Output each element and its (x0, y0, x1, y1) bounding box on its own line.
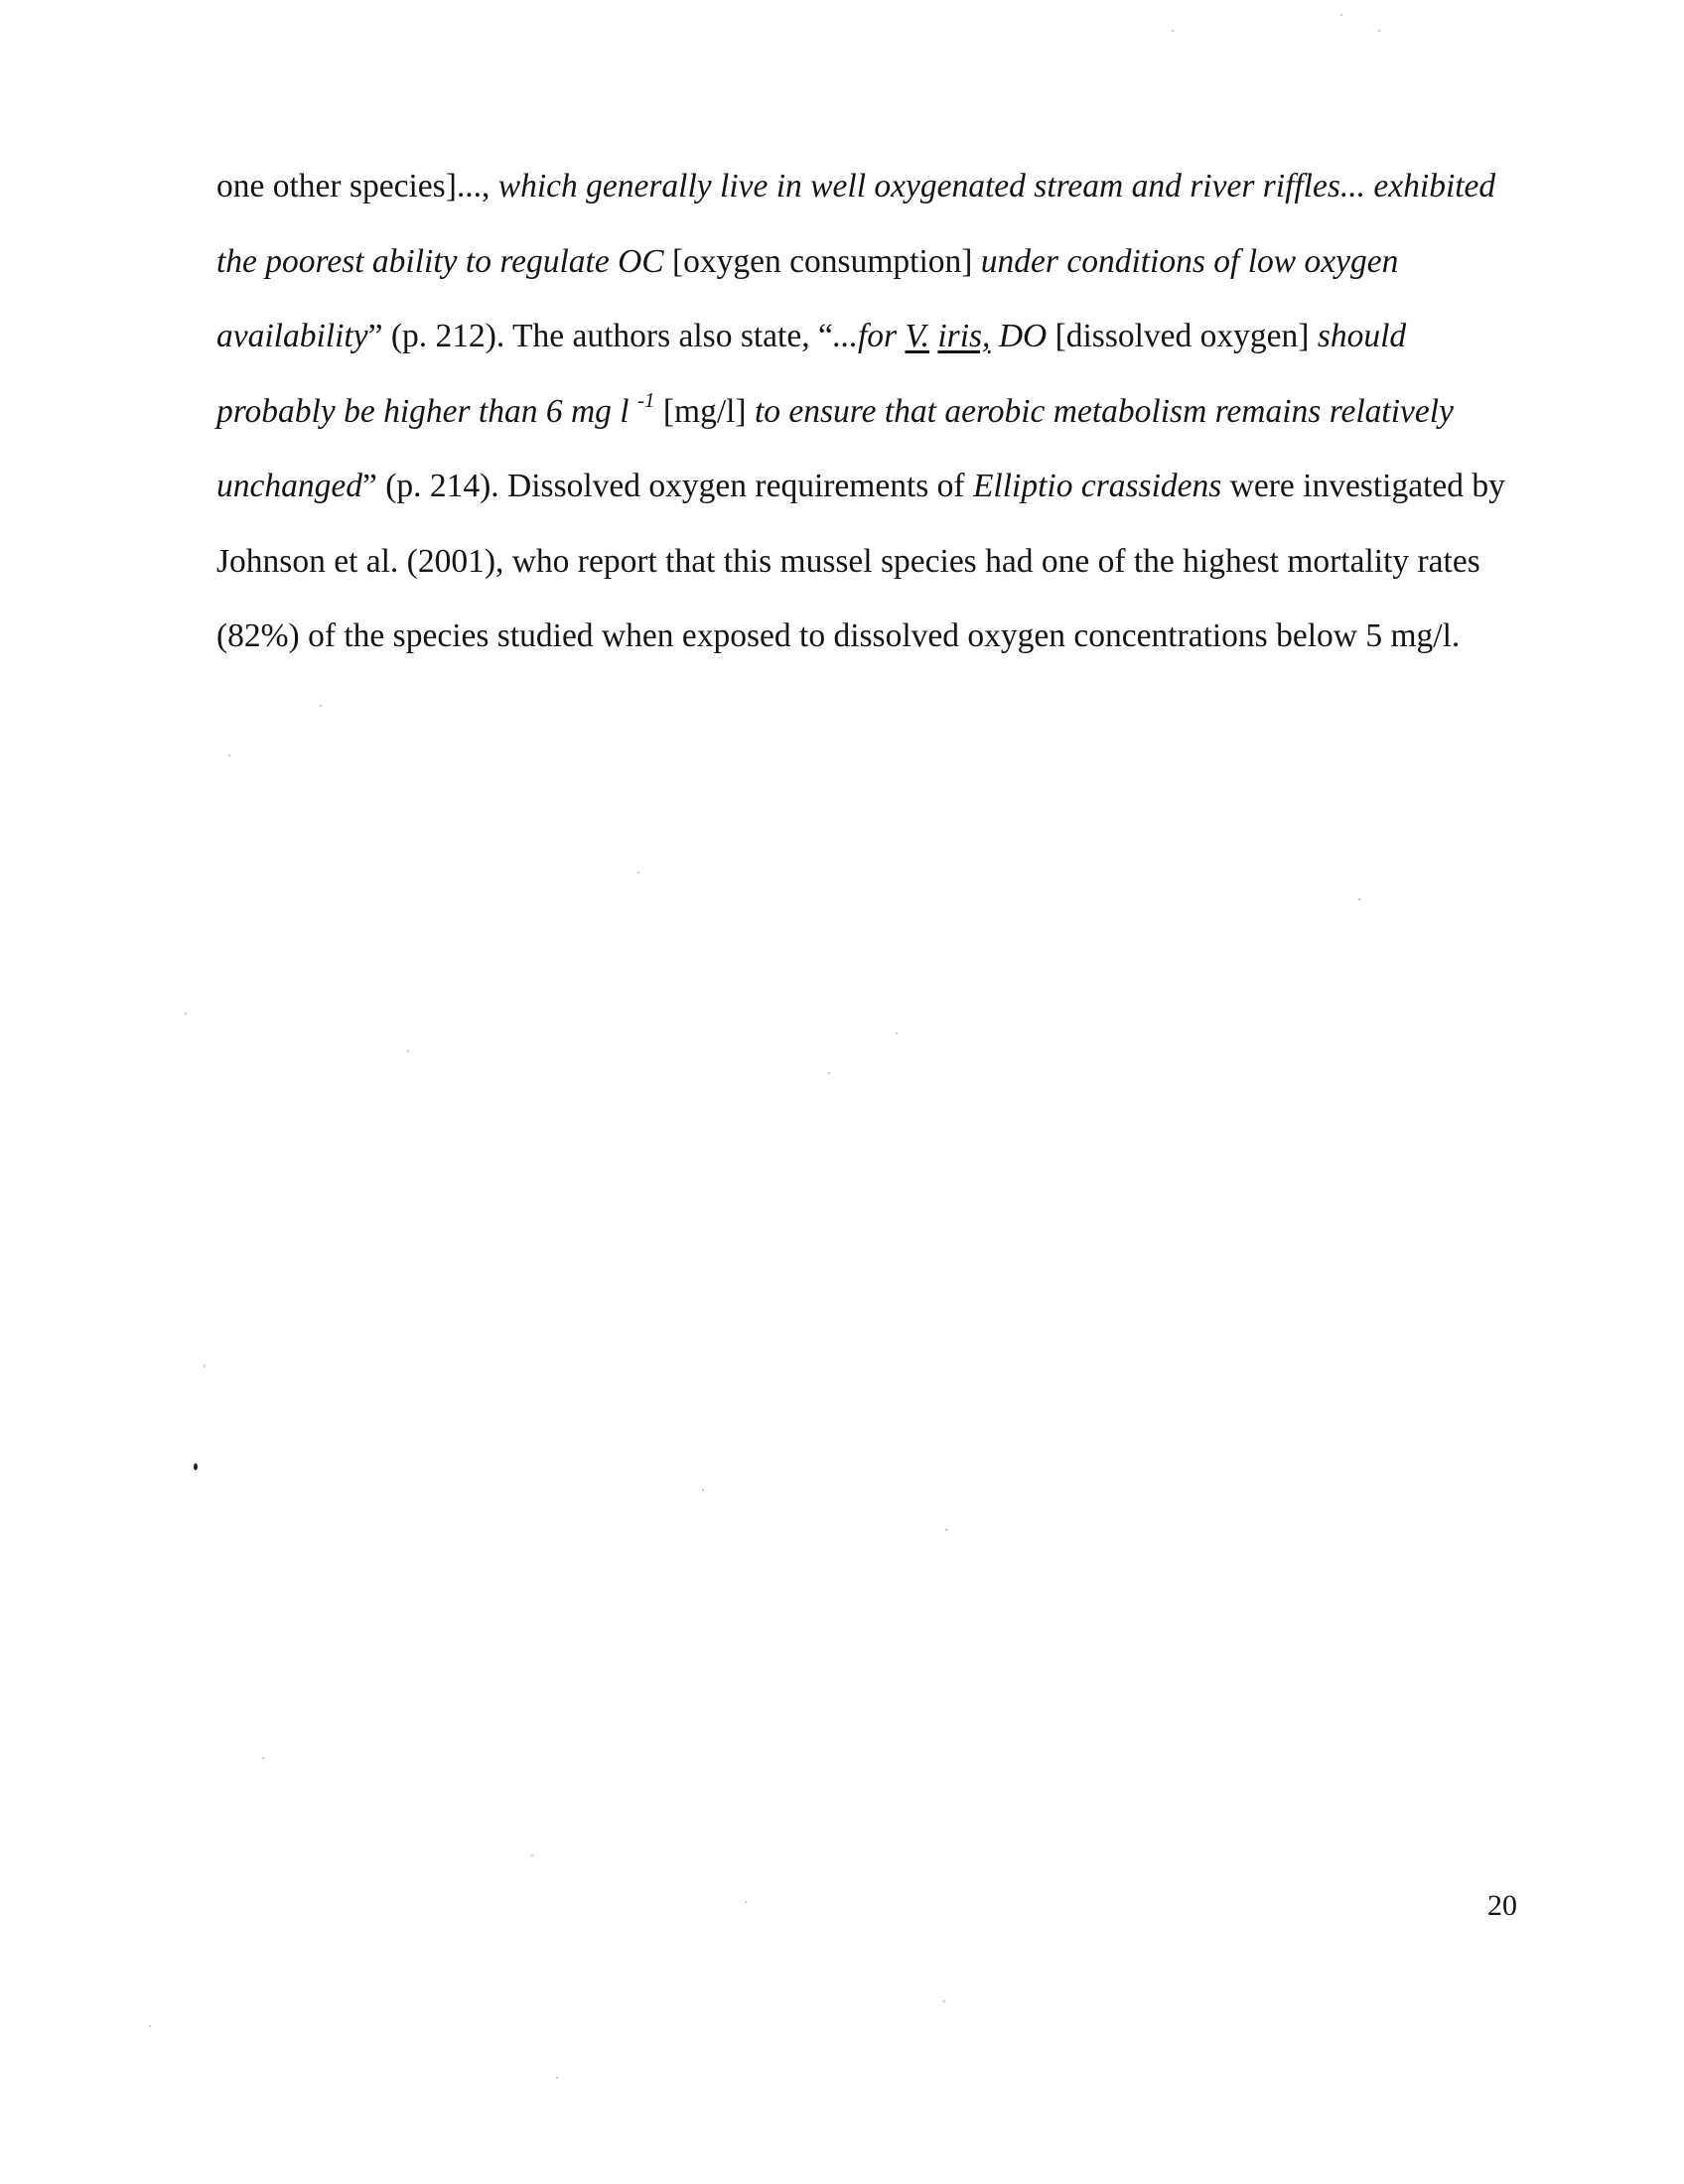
scan-speck (896, 1032, 898, 1034)
text-line-7: (82%) of the species studied when exposed to dissolved oxygen concentrations below 5 mg/l. (216, 617, 1461, 654)
scan-speck (262, 1757, 264, 1759)
text-run: were investigated by (1221, 468, 1505, 504)
scan-speck (943, 2000, 945, 2002)
scan-speck (204, 1365, 206, 1367)
scan-speck (556, 2077, 558, 2079)
scan-speck (945, 1529, 948, 1531)
text-line-2 (216, 224, 1497, 300)
species-genus-underlined: V. (905, 318, 929, 354)
species-epithet-underlined: iris, (937, 318, 991, 354)
quoted-text-italic: DO (990, 318, 1055, 354)
scan-speck (320, 705, 322, 707)
scan-speck (194, 1463, 198, 1470)
text-line-4 (216, 374, 1497, 450)
body-paragraph (216, 149, 1505, 674)
species-name-italic: Elliptio crassidens (972, 468, 1222, 504)
quoted-text-italic: to ensure that aerobic metabolism remains relatively (754, 392, 1454, 430)
scan-speck (637, 872, 639, 874)
bracketed-note: [mg/l] (654, 392, 755, 430)
scan-speck (1340, 14, 1342, 16)
unit-exponent: -1 (636, 387, 655, 412)
quoted-text-italic: probably be higher than 6 mg l (216, 392, 637, 430)
text-line-1 (216, 149, 1497, 224)
quoted-text-italic: unchanged (216, 468, 362, 504)
quoted-text-italic: ...for (832, 318, 906, 354)
quoted-text-italic: which generally live in well oxygenated stream and river riffles... exhibited (497, 168, 1496, 205)
scan-speck (228, 754, 230, 756)
text-line-6: Johnson et al. (2001), who report that this mussel species had one of the highest mortality rates (216, 542, 1480, 580)
text-run: one other species]..., (216, 168, 498, 205)
page-number: 20 (1487, 1889, 1517, 1922)
scan-speck (745, 1901, 747, 1903)
quoted-text-italic: the poorest ability to regulate OC (216, 242, 673, 280)
scan-speck (1172, 30, 1174, 32)
bracketed-note: [dissolved oxygen] (1054, 318, 1318, 354)
bracketed-note: [oxygen consumption] (672, 242, 981, 280)
scan-speck (407, 1050, 409, 1052)
scan-speck (185, 1013, 187, 1015)
quoted-text-italic: availability (216, 318, 368, 354)
text-line-3 (216, 299, 1497, 374)
text-line-5 (216, 449, 1505, 524)
quoted-text-italic: under conditions of low oxygen (980, 242, 1399, 280)
scan-speck (531, 1854, 533, 1856)
scan-speck (1358, 898, 1360, 900)
citation-text: ” (p. 212). The authors also state, “ (367, 318, 833, 354)
citation-text: ” (p. 214). Dissolved oxygen requirements of (362, 468, 973, 504)
scan-speck (1378, 30, 1380, 32)
scan-speck (828, 1072, 830, 1074)
quoted-text-italic: should (1317, 318, 1407, 354)
scan-speck (702, 1489, 704, 1491)
scan-speck (149, 2025, 151, 2027)
